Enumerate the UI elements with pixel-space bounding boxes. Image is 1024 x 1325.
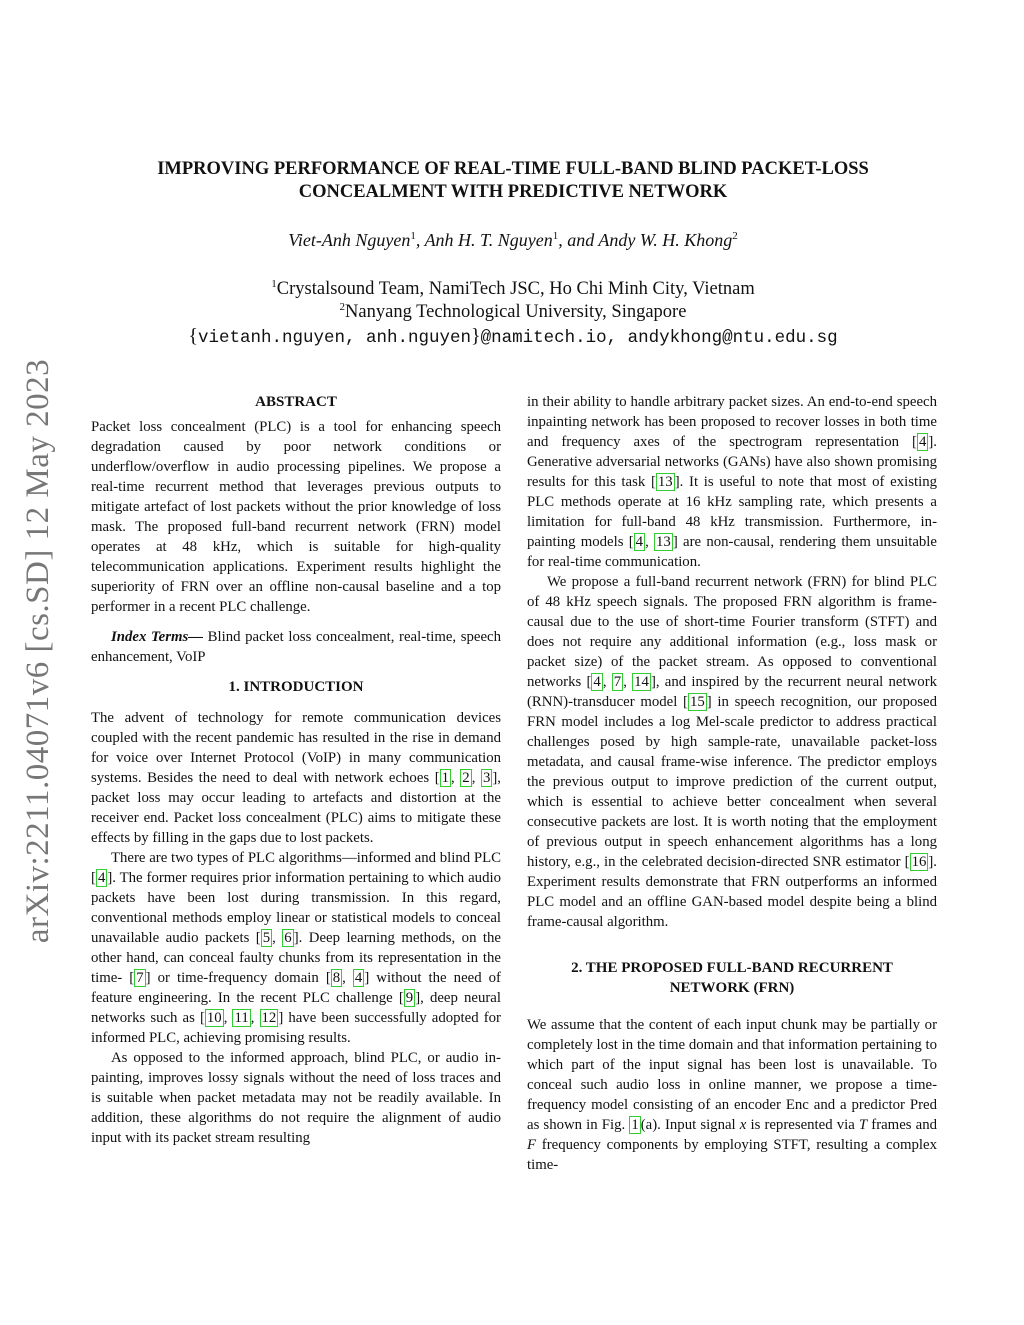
section-2-heading-line-2: NETWORK (FRN) — [669, 980, 795, 996]
citation-link[interactable]: 3 — [482, 770, 491, 786]
author-name: Viet-Anh Nguyen — [288, 230, 411, 250]
intro-paragraph-4: in their ability to handle arbitrary packet sizes. An end-to-end speech inpainting network has been proposed to recover losses in both time and frequency axes of the spectrogram representation [ 4 ]. Generative adversarial networks (GANs) have also shown promising results for this task [ 13 ]. It is useful to note that most of existing PLC methods operate at 16 kHz sampling rate, which presents a limitation for full-band 48 kHz transmission. Furthermore, in-painting models [ 4 , 13 ] are non-causal, rendering them unsuitable for real-time communication. — [527, 394, 937, 570]
citation-link[interactable]: 4 — [97, 870, 106, 886]
title-line-2: CONCEALMENT WITH PREDICTIVE NETWORK — [298, 182, 728, 202]
citation-link[interactable]: 7 — [136, 970, 144, 986]
title-line-1: IMPROVING PERFORMANCE OF REAL-TIME FULL-BAND BLIND PACKET-LOSS — [157, 159, 869, 179]
citation-link[interactable]: 10 — [206, 1010, 222, 1026]
citation-link[interactable]: 15 — [689, 694, 705, 710]
index-terms-text: Blind packet loss concealment, real-time, speech enhancement, VoIP — [91, 629, 501, 665]
left-column — [91, 392, 501, 1148]
citation-link[interactable]: 4 — [635, 534, 644, 550]
email-group: vietanh.nguyen, anh.nguyen — [197, 328, 471, 348]
author-name: and Andy W. H. Khong — [567, 230, 733, 250]
figure-link[interactable]: 1 — [631, 1117, 639, 1133]
math-pred: Pred — [909, 1097, 937, 1113]
citation-link[interactable]: 13 — [657, 474, 673, 490]
author-affiliation-mark: 2 — [732, 230, 738, 242]
affiliation-1 — [110, 278, 916, 300]
affiliation-text: Crystalsound Team, NamiTech JSC, Ho Chi Minh City, Vietnam — [276, 279, 755, 300]
section-2-paragraph-1: We assume that the content of each input chunk may be partially or completely lost in the time domain and that information pertaining to which part of the input signal has been lost is unavailable. To conceal such audio loss in online manner, we propose a time-frequency model consisting of an encoder Enc and a predictor Pred as shown in Fig. 1 (a). Input signal x is represented via T frames and F frequency components by employing STFT, resulting a complex time- — [527, 1017, 937, 1173]
math-enc: Enc — [785, 1097, 809, 1113]
author-affiliation-mark: 1 — [552, 230, 559, 242]
citation-link[interactable]: 4 — [593, 674, 601, 690]
section-2-heading-line-1: 2. THE PROPOSED FULL-BAND RECURRENT — [571, 960, 893, 976]
citation-link[interactable]: 4 — [354, 970, 363, 986]
citation-link[interactable]: 11 — [234, 1010, 249, 1026]
author-name: Anh H. T. Nguyen — [424, 230, 553, 250]
intro-paragraph-3: As opposed to the informed approach, blind PLC, or audio in-painting, improves lossy signals without the need of loss traces and is suitable when packet metadata may not be readily available. In addition, these algorithms do not require the alignment of audio input with its packet stream resulting — [91, 1050, 501, 1146]
email-brace-close: } — [470, 325, 481, 347]
right-column — [527, 392, 937, 1175]
math-T: T — [858, 1117, 868, 1133]
paper-title — [110, 158, 916, 204]
affiliation-number: 1 — [271, 278, 277, 290]
citation-link[interactable]: 16 — [911, 854, 927, 870]
index-terms-label: Index Terms— — [111, 629, 204, 645]
author-list: Viet-Anh Nguyen$^1$, Anh H. T. Nguyen$^1$, and Andy W. H. Khong$^2$ — [288, 230, 738, 250]
author-emails — [110, 325, 916, 348]
citation-link[interactable]: 4 — [918, 434, 927, 450]
citation-link[interactable]: 13 — [656, 534, 671, 550]
citation-link[interactable]: 1 — [441, 770, 450, 786]
affiliation-2 — [110, 301, 916, 323]
email-brace-open: { — [188, 325, 198, 347]
section-2-heading — [527, 958, 937, 998]
index-terms — [91, 627, 501, 667]
citation-link[interactable]: 8 — [332, 970, 341, 986]
abstract-heading: ABSTRACT — [255, 394, 337, 410]
intro-paragraph-5: We propose a full-band recurrent network (FRN) for blind PLC of 48 kHz speech signals. The proposed FRN algorithm is frame-causal due to the use of short-time Fourier transform (STFT) and does not require any additional information (e.g., loss mask or packet size) of the packet stream. As opposed to conventional networks [ 4 , 7 , 14 ], and inspired by the recurrent neural network (RNN)-transducer model [ 15 ] in speech recognition, our proposed FRN model includes a log Mel-scale predictor to address practical challenges posed by high sample-rate, unavailable packet-loss metadata, and causal frame-wise inference. The predictor employs the previous output to improve prediction of the current output, which is essential to achieve better concealment when several consecutive packets are lost. It is worth noting that the employment of previous output in speech enhancement algorithms has a long history, e.g., in the celebrated decision-directed SNR estimator [ 16 ]. Experiment results demonstrate that FRN outperforms an informed PLC model and an offline GAN-based model despite being a blind frame-causal algorithm. — [527, 574, 938, 930]
citation-link[interactable]: 9 — [405, 990, 414, 1006]
introduction-heading: 1. INTRODUCTION — [228, 679, 364, 695]
author-affiliation-mark: 1 — [410, 230, 416, 242]
abstract-text: Packet loss concealment (PLC) is a tool for enhancing speech degradation caused by poor network conditions or underflow/overflow in audio processing pipelines. We propose a real-time recurrent method that leverages previous outputs to mitigate artefact of lost packets without the prior knowledge of loss mask. The proposed full-band recurrent network (FRN) model operates at 48 kHz, which is suitable for high-quality telecommunication applications. Experiment results highlight the superiority of FRN over an offline non-causal baseline and a top performer in a recent PLC challenge. — [91, 419, 501, 615]
email-rest: @namitech.io, andykhong@ntu.edu.sg — [480, 328, 838, 348]
arxiv-identifier: arXiv:2211.04071v6 [cs.SD] 12 May 2023 — [20, 358, 56, 944]
citation-link[interactable]: 5 — [262, 930, 271, 946]
citation-link[interactable]: 14 — [634, 674, 649, 690]
affiliation-text: Nanyang Technological University, Singapore — [345, 302, 687, 323]
intro-paragraph-2: There are two types of PLC algorithms—informed and blind PLC [ 4 ]. The former requires prior information pertaining to which audio packets have been lost during transmission. In this regard, conventional methods employ linear or statistical models to conceal unavailable audio packets [ 5 , 6 ]. Deep learning methods, on the other hand, can conceal faulty chunks from its representation in the time- [ 7 ] or time-frequency domain [ 8 , 4 ] without the need of feature engineering. In the recent PLC challenge [ 9 ], deep neural networks such as [ 10 , 11 , 12 ] have been successfully adopted for informed PLC, achieving promising results. — [91, 850, 501, 1046]
math-F: F — [527, 1137, 537, 1153]
citation-link[interactable]: 12 — [261, 1010, 277, 1026]
affiliation-number: 2 — [339, 301, 346, 313]
intro-paragraph-1: The advent of technology for remote communication devices coupled with the recent pandemic has resulted in the rise in demand for voice over Internet Protocol (VoIP) in many communication systems. Besides the need to deal with network echoes [ 1 , 2 , 3 ], packet loss may occur leading to artefacts and distortion at the receiver end. Packet loss concealment (PLC) aims to mitigate these effects by filling in the gaps due to lost packets. — [91, 710, 501, 846]
citation-link[interactable]: 2 — [462, 770, 470, 786]
math-x: x — [739, 1117, 747, 1133]
citation-link[interactable]: 7 — [613, 674, 622, 690]
citation-link[interactable]: 6 — [284, 930, 292, 946]
